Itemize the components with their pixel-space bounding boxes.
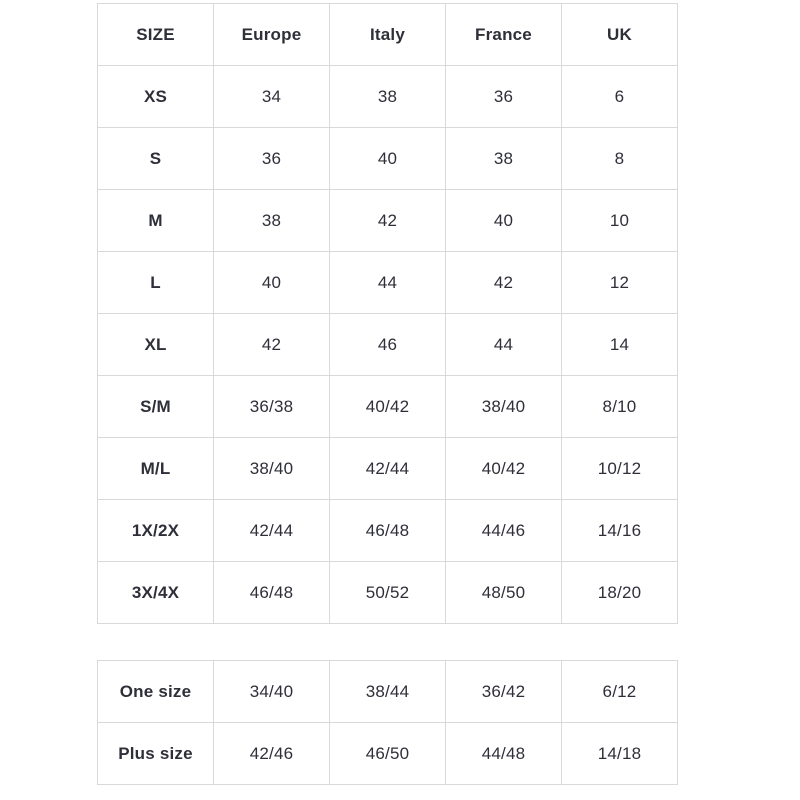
size-value-cell: 44/46 (446, 500, 562, 562)
row-size-label: Plus size (98, 723, 214, 785)
table-row (98, 661, 678, 723)
size-value-cell: 36 (446, 66, 562, 128)
size-value-cell: 42/44 (214, 500, 330, 562)
table-row (98, 128, 678, 190)
size-value-cell: 12 (562, 252, 678, 314)
size-value-cell: 46 (330, 314, 446, 376)
size-value-cell: 44 (446, 314, 562, 376)
table-row (98, 376, 678, 438)
size-value-cell: 46/50 (330, 723, 446, 785)
special-sizes-table-body (98, 661, 678, 785)
size-value-cell: 40/42 (330, 376, 446, 438)
size-conversion-table (97, 3, 678, 624)
size-value-cell: 38 (214, 190, 330, 252)
column-header: Italy (330, 4, 446, 66)
table-row (98, 66, 678, 128)
row-size-label: S (98, 128, 214, 190)
size-value-cell: 10 (562, 190, 678, 252)
row-size-label: XL (98, 314, 214, 376)
size-value-cell: 36 (214, 128, 330, 190)
header-row (98, 4, 678, 66)
table-row (98, 190, 678, 252)
size-value-cell: 50/52 (330, 562, 446, 624)
size-value-cell: 36/42 (446, 661, 562, 723)
size-value-cell: 8/10 (562, 376, 678, 438)
column-header: UK (562, 4, 678, 66)
size-value-cell: 14/16 (562, 500, 678, 562)
size-value-cell: 40/42 (446, 438, 562, 500)
size-value-cell: 6/12 (562, 661, 678, 723)
column-header: SIZE (98, 4, 214, 66)
size-value-cell: 38 (330, 66, 446, 128)
table-row (98, 723, 678, 785)
row-size-label: M/L (98, 438, 214, 500)
table-row (98, 562, 678, 624)
size-value-cell: 34 (214, 66, 330, 128)
size-value-cell: 42/44 (330, 438, 446, 500)
size-value-cell: 36/38 (214, 376, 330, 438)
size-value-cell: 6 (562, 66, 678, 128)
row-size-label: S/M (98, 376, 214, 438)
size-value-cell: 44 (330, 252, 446, 314)
size-value-cell: 18/20 (562, 562, 678, 624)
size-value-cell: 48/50 (446, 562, 562, 624)
size-value-cell: 40 (214, 252, 330, 314)
size-table-body (98, 66, 678, 624)
size-value-cell: 42 (214, 314, 330, 376)
table-gap-spacer (97, 624, 800, 660)
size-value-cell: 44/48 (446, 723, 562, 785)
column-header: France (446, 4, 562, 66)
size-value-cell: 10/12 (562, 438, 678, 500)
size-value-cell: 38/44 (330, 661, 446, 723)
size-value-cell: 40 (330, 128, 446, 190)
size-value-cell: 46/48 (214, 562, 330, 624)
row-size-label: 1X/2X (98, 500, 214, 562)
size-table-header (98, 4, 678, 66)
table-row (98, 252, 678, 314)
special-sizes-table (97, 660, 678, 785)
size-value-cell: 34/40 (214, 661, 330, 723)
row-size-label: 3X/4X (98, 562, 214, 624)
size-value-cell: 40 (446, 190, 562, 252)
size-value-cell: 46/48 (330, 500, 446, 562)
size-value-cell: 14/18 (562, 723, 678, 785)
size-value-cell: 42 (330, 190, 446, 252)
size-value-cell: 38 (446, 128, 562, 190)
size-value-cell: 42/46 (214, 723, 330, 785)
size-value-cell: 42 (446, 252, 562, 314)
table-row (98, 314, 678, 376)
table-row (98, 438, 678, 500)
row-size-label: L (98, 252, 214, 314)
size-value-cell: 8 (562, 128, 678, 190)
table-row (98, 500, 678, 562)
row-size-label: M (98, 190, 214, 252)
size-value-cell: 14 (562, 314, 678, 376)
row-size-label: One size (98, 661, 214, 723)
size-value-cell: 38/40 (214, 438, 330, 500)
size-value-cell: 38/40 (446, 376, 562, 438)
column-header: Europe (214, 4, 330, 66)
row-size-label: XS (98, 66, 214, 128)
